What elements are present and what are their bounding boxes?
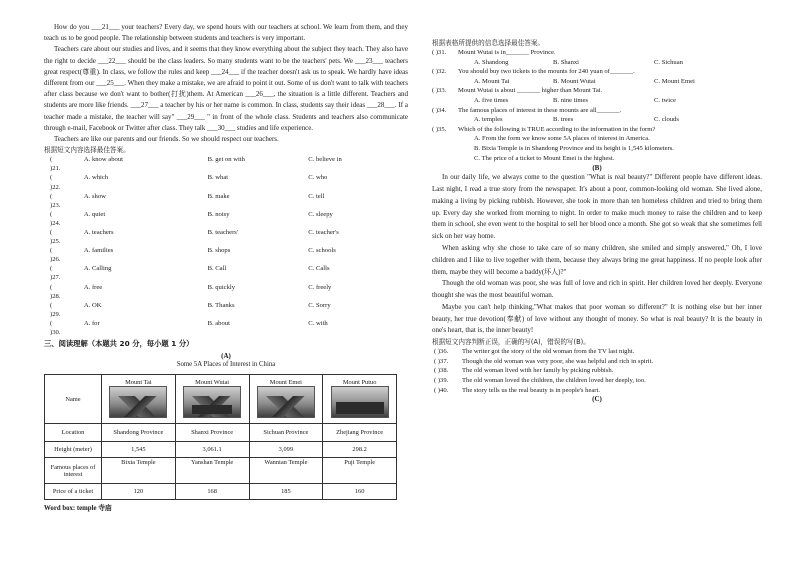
part-a-label: (A) (221, 352, 231, 361)
question-31 (432, 48, 762, 67)
question-stem (432, 106, 762, 116)
question-number: ( )21. (50, 156, 61, 173)
tf-question (432, 386, 762, 396)
table-cell: 160 (323, 484, 397, 500)
question-stem (432, 67, 762, 77)
table-row (45, 484, 397, 500)
mount-photo (331, 386, 389, 418)
options (432, 96, 762, 106)
table-cell: Zhejiang Province (323, 424, 397, 442)
stem-text: Which of the following is TRUE according to the information in the form? (458, 125, 656, 133)
row-label: Famous places of interest (45, 458, 102, 484)
question-32 (432, 67, 762, 86)
option-a: A. teachers (83, 228, 114, 236)
options (432, 58, 762, 68)
cloze-options (44, 155, 408, 337)
tf-question (432, 347, 762, 357)
option-c: C. schools (308, 247, 336, 255)
table-cell: Sichuan Province (249, 424, 323, 442)
question-number: ( )24. (50, 210, 61, 227)
option-b: B. noisy (207, 210, 230, 218)
table-cell: 3,061.1 (175, 442, 249, 458)
option-b: B. trees (553, 116, 574, 124)
question-number: ( )25. (50, 228, 61, 246)
question-number: ( )36. (434, 348, 449, 356)
option-b: B. teachers' (207, 228, 239, 236)
right-column (432, 38, 762, 403)
question-35 (432, 125, 762, 163)
option-row (44, 264, 408, 282)
stem-text: The famous places of interest in these mounts are all_______. (458, 106, 622, 114)
word-box-translation: 寺庙 (98, 504, 112, 513)
option-c: C. twice (654, 96, 676, 104)
option-c: C. sleepy (308, 210, 333, 218)
option-a: A. which (83, 174, 109, 182)
question-stem (432, 86, 762, 96)
question-number: ( )33. (432, 87, 447, 95)
option-c: C. who (308, 174, 328, 182)
option-b: B. what (207, 174, 229, 182)
tf-question (432, 376, 762, 386)
options (432, 77, 762, 87)
option-b: B. make (207, 192, 230, 200)
question-stem (432, 125, 762, 135)
option-a: A. five times (474, 96, 509, 104)
table-cell: 185 (249, 484, 323, 500)
cloze-paragraph-2: Teachers care about our studies and lives, and it seems that they know everything about the subject they teach. They also have the right to decide ___22___ should be the class leaders. So many students want to be the teachers' pets. We ___23___ teachers great respect(尊重). In class, we follow the rules and keep ___24___ if the teacher doesn't ask us to speak. We hardly have ideas different from our ___25___. When they make a mistake, we are afraid to point it out. Some of us don't want to talk with teachers after class because we don't want to bother(打扰)them. At American ___26___, the situation is a little different. Teachers and students are more like friends. ___27___ a teacher by his or her name is common. In class, students say their ideas ___28___. If a teacher made a mistake, the teacher will say" ___29___ " in front of the whole class. Students and teachers also communicate through e-mail, Facebook or Twitter after class. They talk ___30___ studies and life experience. (44, 45, 408, 132)
option-c: C. Calls (308, 265, 330, 273)
place-cell (102, 375, 176, 424)
option-row (44, 210, 408, 228)
table-cell: Wannian Temple (249, 458, 323, 484)
part-b-label: (B) (592, 164, 602, 173)
question-number: ( )40. (434, 386, 449, 394)
place-name: Mount Tai (125, 379, 152, 387)
left-column (44, 22, 408, 512)
place-cell (323, 375, 397, 424)
statement: The story tells us the real beauty is in people's heart. (462, 386, 600, 394)
table-cell: 1,545 (102, 442, 176, 458)
question-number: ( )35. (432, 125, 447, 133)
option-row (44, 283, 408, 301)
option-c: C. tell (308, 192, 325, 200)
table-cell: Yanshan Temple (175, 458, 249, 484)
row-label: Height (meter) (45, 442, 102, 458)
question-stem (432, 48, 762, 58)
tf-question (432, 366, 762, 376)
option-a: A. OK (83, 301, 102, 309)
option-a: A. Shandong (474, 58, 509, 66)
table-cell: Shanxi Province (175, 424, 249, 442)
statement: The writer got the story of the old woman from the TV last night. (462, 348, 635, 356)
table-cell: 168 (175, 484, 249, 500)
passage-b-paragraph-4: Maybe you can't help thinking,"What makes that poor woman so different?" It is nothing else but her inner beauty, her true devotion(奉献) of love without any thought of money. So what is real beauty? It is the beauty in one's heart, that is, the inner beauty! (432, 302, 762, 335)
question-number: ( )38. (434, 367, 449, 375)
question-number: ( )22. (50, 174, 61, 191)
option-b: B. shops (207, 247, 231, 255)
option-a: A. temples (474, 116, 503, 124)
question-34 (432, 106, 762, 125)
option-a: A. quiet (83, 210, 106, 218)
passage-b-paragraph-1: In our daily life, we always come to the question "What is real beauty?" Different people have different ideas. Last night, I read a true story from the newspaper. It's about a poor, common-looking old woman. She lived alone, making a living by picking rubbish. However, she took in more than ten homeless children and tried to bring them up. Every day she worked from morning to night. In order to make much money to raise the children and to keep them in school, she even went to the hospital to sell her blood once a month. She got so weak that she sometimes fell sick on her way home. (432, 173, 762, 241)
question-number: ( )39. (434, 377, 449, 385)
option-c: C. with (308, 319, 328, 327)
place-name: Mount Emei (269, 379, 302, 387)
option-a: A. know about (83, 156, 123, 164)
options (432, 115, 762, 125)
option-c: C. clouds (654, 116, 679, 124)
mount-photo (183, 386, 241, 418)
question-number: ( )28. (50, 283, 61, 300)
table-cell: Shandong Province (102, 424, 176, 442)
table-cell: 298.2 (323, 442, 397, 458)
option-row (44, 319, 408, 337)
table-row (45, 375, 397, 424)
option-a: A. From the form we know some 5A places of interest in America. (474, 135, 650, 143)
cloze-paragraph-3: Teachers are like our parents and our friends. So we should respect our teachers. (54, 135, 279, 144)
option-b: B. Shanxi (553, 58, 580, 66)
table-row (45, 442, 397, 458)
cloze-instruction: 根据短文内容选择最佳答案。 (44, 146, 130, 155)
option-row (44, 301, 408, 319)
option-row (44, 246, 408, 264)
stem-text: Mount Wutai is in_______ Province. (458, 49, 556, 56)
row-label: Price of a ticket (45, 484, 102, 500)
table-header-cell: Name (45, 375, 102, 424)
section-title: 三、阅读理解（本题共 20 分，每小题 1 分） (44, 339, 194, 349)
option-c: C. Mount Emei (654, 77, 695, 85)
question-number: ( )26. (50, 247, 61, 264)
question-number: ( )37. (434, 357, 449, 365)
option-c: C. teacher's (308, 228, 339, 236)
place-cell (249, 375, 323, 424)
question-number: ( )32. (432, 68, 447, 76)
place-cell (175, 375, 249, 424)
cloze-paragraph-1: How do you ___21___ your teachers? Every day, we spend hours with our teachers at school. We learn from them, and they teach us to be good people. The relationship between students and teachers is very important. (44, 23, 408, 43)
row-label: Location (45, 424, 102, 442)
word-box (44, 502, 408, 512)
mount-photo (109, 386, 167, 418)
question-33 (432, 86, 762, 105)
stem-text: Mount Wutai is about _______ higher than Mount Tai. (458, 87, 603, 95)
option-a: A. show (83, 192, 106, 200)
table-cell: Bixia Temple (102, 458, 176, 484)
part-c-label: (C) (592, 395, 602, 404)
option-b: B. Thanks (207, 301, 235, 309)
table-cell: 3,099 (249, 442, 323, 458)
option-a: A. free (83, 283, 103, 291)
option-b: B. Call (207, 265, 227, 273)
table-row (45, 458, 397, 484)
mount-photo (257, 386, 315, 418)
option-row (44, 192, 408, 210)
passage-b-paragraph-2: When asking why she chose to take care of so many children, she smiled and simply answered," Oh, I love children and I like to live together with them, because they always bring me great happiness. If no people look after them, maybe they will become a baddy(坏人)?" (432, 243, 762, 276)
option-c: C. Sorry (308, 301, 331, 309)
option-c: C. Sichuan (654, 58, 683, 66)
table-cell: Puji Temple (323, 458, 397, 484)
passage-b-paragraph-3: Though the old woman was poor, she was full of love and rich in spirit. Her children loved her deeply. Everyone thought she was the most beautiful woman. (432, 279, 762, 300)
statement: The old woman loved the children, the children loved her deeply, too. (462, 377, 646, 385)
stem-text: You should buy two tickets to the mounts for 240 yuan of_______. (458, 68, 635, 76)
option-a: A. Calling (83, 265, 112, 273)
question-number: ( )29. (50, 301, 61, 318)
table-cell: 120 (102, 484, 176, 500)
question-number: ( )23. (50, 192, 61, 209)
place-name: Mount Wutai (195, 379, 230, 387)
statement: The old woman lived with her family by picking rubbish. (462, 367, 614, 375)
places-table (44, 374, 397, 500)
option-b: B. Bixia Temple is in Shandong Province and its height is 1,545 kilometers. (474, 144, 674, 152)
place-name: Mount Putuo (342, 379, 377, 387)
table-row (45, 424, 397, 442)
word-box-label: Word box: temple (44, 505, 99, 513)
option-c: C. believe in (308, 156, 342, 164)
table-title: Some 5A Places of Interest in China (176, 361, 276, 369)
option-b: B. get on with (207, 156, 245, 164)
option-b: B. about (207, 319, 230, 327)
option-b: B. nine times (553, 96, 588, 104)
statement: Though the old woman was very poor, she was helpful and rich in spirit. (462, 357, 654, 365)
question-number: ( )30. (50, 319, 61, 337)
option-row (44, 228, 408, 246)
option-b: B. quickly (207, 283, 236, 291)
option-c: C. freely (308, 283, 332, 291)
option-a: A. for (83, 319, 100, 327)
question-number: ( )31. (432, 49, 447, 56)
option-row (44, 173, 408, 191)
table-instruction: 根据表格所提供的信息选择最佳答案。 (432, 39, 545, 47)
question-number: ( )27. (50, 265, 61, 282)
option-a: A. Mount Tai (474, 77, 510, 85)
tf-question (432, 357, 762, 367)
option-row (44, 155, 408, 173)
option-b: B. Mount Wutai (553, 77, 596, 85)
option-a: A. families (83, 247, 114, 255)
question-number: ( )34. (432, 106, 447, 114)
option-c: C. The price of a ticket to Mount Emei is the highest. (474, 154, 615, 162)
true-false-instruction: 根据短文内容判断正误，正确的写(A)，错误的写(B)。 (432, 338, 590, 347)
